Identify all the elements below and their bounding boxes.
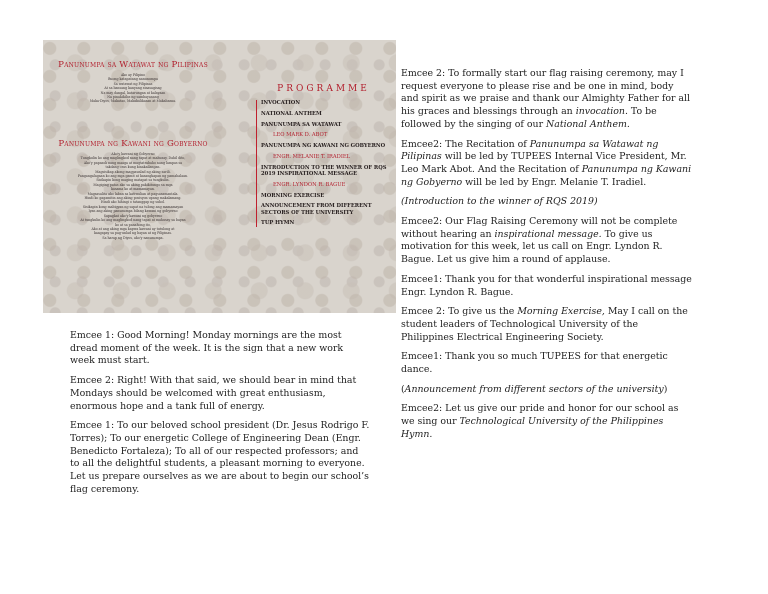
pledge-line: Na may dangal, katarungan at kalayaan	[100, 90, 166, 95]
pledge-line: Maka-Diyos, Makatao, Makakalikasan at Makabansa.	[89, 99, 177, 104]
pledge-line: Ako at ang aking mga kapwa kawani ay tutulong at	[91, 226, 175, 231]
pledge-line: Sisikapin kong maging matapat sa tungkulin.	[96, 178, 170, 183]
left-paragraph-2: Emcee 2: Right! With that said, we should bear in mind that Mondays should be welcomed with great enthusiasm, enormous hope and a tank full of energy.	[70, 375, 357, 412]
right-paragraph-6	[401, 306, 693, 344]
pledge-line: Iyan ang aking panunumpa bilang kawani ng gobyerno	[88, 209, 178, 214]
pledge-govt-section	[53, 139, 213, 240]
right-script-column	[401, 68, 693, 449]
text-run: Emcee2: Let us give our pride and honor for our school as we sing our	[401, 403, 679, 428]
text-run: Emcee 2: To give us the	[401, 306, 518, 318]
programme-item: ENGR. LYNDON R. BAGUE	[273, 181, 346, 188]
pledge-flag-lines	[53, 73, 213, 104]
text-run: Emcee2: The Recitation of	[401, 138, 530, 150]
pledge-line: Magiging patas ako sa aking pakikitungo sa mga	[93, 182, 173, 187]
right-paragraph-8	[401, 384, 693, 397]
pledge-flag-section	[53, 60, 213, 104]
pledge-line: At tungkulin ko ang maglingkod nang tapat at mahusay sa bayan	[80, 218, 186, 223]
italic-run: invocation.	[575, 106, 628, 118]
pledge-line: Buong katapatang nanunumpa	[108, 77, 158, 82]
right-paragraph-1	[401, 68, 693, 132]
pledge-line: Magsisikap akong magpaunlad ng aking sarili.	[95, 169, 171, 174]
pledge-line: Sa harap ng Diyos, ako'y nanunumpa.	[102, 235, 164, 240]
programme-section	[256, 84, 391, 231]
programme-item: NATIONAL ANTHEM	[261, 110, 322, 117]
pledge-line: Sisikapin kong mabigyan ng sapat na tulong ang mamamayan	[82, 204, 184, 209]
italic-run: Panunumpa sa Watawat ng Pilipinas	[401, 138, 659, 163]
pledge-line: Hindi ako hihingi o tatanggap ng suhol.	[100, 200, 166, 205]
text-run: To be followed by the singing of our	[401, 106, 657, 130]
right-paragraph-3: (Introduction to the winner of RQS 2019)	[401, 196, 598, 208]
pledge-govt-title: Panunumpa ng Kawani ng Gobyerno	[58, 139, 208, 149]
text-run: will be led by TUPEES Internal Vice President, Mr. Leo Mark Abot. And the Recitation of	[401, 151, 687, 175]
pledge-line: Tungkulin ko ang maglingkod nang tapat at mahusay. Dahil dito,	[80, 156, 186, 161]
right-paragraph-2	[401, 139, 693, 190]
programme-item: ANNOUNCEMENT FROM DIFFERENT SECTORS OF THE UNIVERSITY	[261, 203, 372, 216]
pledge-line: Sa watawat ng Pilipinas	[113, 81, 153, 86]
pledge-flag-title: Panunumpa sa Watawat ng Pilipinas	[58, 60, 208, 70]
right-paragraph-5: Emcee1: Thank you for that wonderful inspirational message Engr. Lyndon R. Bague.	[401, 273, 692, 298]
programme-card-image	[43, 40, 396, 313]
programme-item: PANUNUMPA SA WATAWAT	[261, 121, 342, 128]
italic-run: Announcement from different sectors of the university	[404, 383, 664, 395]
right-paragraph-9	[401, 403, 693, 441]
left-paragraph-1: Emcee 1: Good Morning! Monday mornings are the most dread moment of the week. It is the sign that a new work week must start.	[70, 330, 344, 367]
pledge-line: kaagapay sa pag-unlad ng bayan at ng Pilipinas.	[93, 231, 173, 236]
italic-run: Morning Exercise,	[517, 306, 605, 318]
pledge-line: ko at sa panahong ito,	[115, 222, 151, 227]
pledge-line: Ako'y kawani ng Gobyerno	[111, 152, 155, 156]
pledge-line: takdang oras kung kinakailangan.	[105, 165, 161, 170]
programme-item: MORNING EXERCISE	[261, 192, 325, 199]
text-run: May I call on the student leaders of Technological University of the Philippines Electrical Engineering Society.	[401, 306, 688, 343]
left-paragraph-3: Emcee 1: To our beloved school president (Dr. Jesus Rodrigo F. Torres); To our energetic College of Engineering Dean (Engr. Benedicto Fortaleza); To all of our respected professors; and to all the delightful students, a pleasant morning to everyone. Let us prepare ourselves as we are about to begin our school’s flag ceremony.	[70, 420, 370, 495]
text-run: )	[663, 383, 668, 395]
italic-run: inspirational message.	[494, 228, 602, 240]
pledge-line: Na pinakikilos ng sambayanang	[107, 95, 159, 100]
italic-run: National Anthem.	[546, 118, 630, 130]
pledge-line: kasama ko at mamamayan.	[111, 187, 155, 192]
programme-item: INVOCATION	[261, 100, 301, 106]
pledge-line: Ako'y papasok nang maaga at magtatrabaho nang lampas sa	[83, 160, 183, 165]
text-run: To give us motivation for this week, let us call on Engr. Lyndon R. Bague. Let us give him a round of applause.	[401, 228, 663, 266]
text-run: will be led by Engr. Melanie T. Iradiel.	[462, 176, 647, 188]
text-run: Emcee2: Our Flag Raising Ceremony will not be complete without hearing an	[401, 216, 678, 240]
text-run: Emcee 2: To formally start our flag raising ceremony, may I request everyone to please rise and be one in mind, body and spirit as we praise and thank our Almighty Father for all his graces and blessings through an	[401, 68, 691, 118]
programme-list	[256, 100, 391, 227]
right-paragraph-7: Emcee1: Thank you so much TUPEES for that energetic dance.	[401, 351, 668, 376]
pledge-line: Magsasalita ako laban sa katiwalian at pagsasamantala.	[87, 191, 179, 196]
italic-run: Technological University of the Philippines Hymn.	[401, 416, 664, 440]
italic-run: Panunumpa ng Kawani ng Gobyerno	[401, 163, 692, 188]
pledge-line: At sa bansang kanyang sinasagisag	[104, 86, 162, 91]
pledge-line: Hindi ko gagamitin ang aking posisyon upang makalamang.	[84, 196, 182, 201]
programme-item: INTRODUCTION TO THE WINNER OF RQS 2019 INSPIRATIONAL MESSAGE	[261, 164, 387, 177]
programme-title: PROGRAMME	[277, 84, 370, 94]
programme-item: PANUNUMPA NG KAWANI NG GOBYERNO	[261, 143, 386, 150]
right-paragraph-4	[401, 216, 693, 267]
pledge-govt-lines	[53, 152, 213, 240]
programme-item: TUP HYMN	[261, 220, 295, 227]
pledge-line: Ako ay Pilipino	[120, 73, 146, 77]
programme-item: LEO MARK D. ABOT	[273, 132, 328, 139]
pledge-line: Pangangalagaan ko ang mga gamit at kasangkapan ng pamahalaan.	[77, 174, 189, 179]
pledge-line: Sapagkat ako'y kawani ng gobyerno	[103, 213, 163, 218]
programme-item: ENGR. MELANIE T. IRADIEL	[273, 153, 351, 160]
text-run: (	[401, 383, 405, 395]
left-script-column	[70, 330, 370, 503]
